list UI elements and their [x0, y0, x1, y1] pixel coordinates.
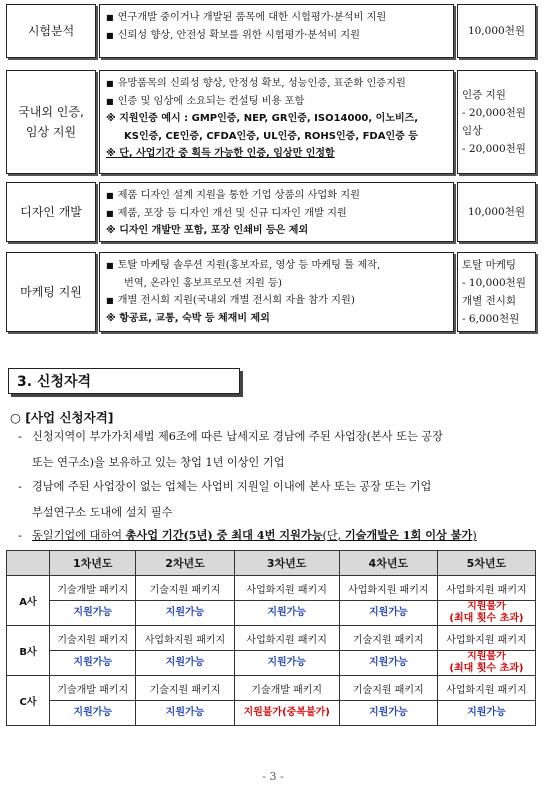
page-number: - 3 - [262, 770, 284, 783]
package-cell: 기술개발 패키지 [234, 676, 339, 701]
support-row-marketing [6, 252, 536, 332]
table-header-cell [7, 551, 50, 576]
support-amount: 인증 지원 - 20,000천원 임상 - 20,000천원 [457, 70, 536, 174]
table-header-cell: 2차년도 [136, 551, 234, 576]
eligibility-item-1: - 신청지역이 부가가치세법 제6조에 따른 납세지로 경남에 주된 사업장(본사 또는 공장 또는 연구소)을 보유하고 있는 창업 1년 이상인 기업 [18, 430, 443, 469]
status-cell: 지원가능 [437, 701, 535, 726]
status-cell: 지원가능 [234, 651, 339, 676]
table-row [7, 701, 536, 726]
status-cell: 지원가능 [50, 701, 136, 726]
package-cell: 기술지원 패키지 [136, 676, 234, 701]
table-row [7, 626, 536, 651]
status-cell: 지원가능 [234, 601, 339, 626]
eligibility-item-3: - 동일기업에 대하여 총사업 기간(5년) 중 최대 4번 지원가능(단, 기술개발은 1회 이상 불가) [18, 528, 477, 542]
table-header-cell: 1차년도 [50, 551, 136, 576]
table-row [7, 651, 536, 676]
table-row [7, 676, 536, 701]
package-cell: 기술지원 패키지 [136, 576, 234, 601]
status-cell: 지원불가 (최대 횟수 초과) [437, 651, 535, 676]
package-cell: 사업화지원 패키지 [437, 676, 535, 701]
status-cell: 지원가능 [50, 651, 136, 676]
status-cell: 지원가능 [136, 651, 234, 676]
support-amount: 10,000천원 [457, 4, 536, 58]
company-label: A사 [7, 576, 50, 626]
eligibility-item-2: - 경남에 주된 사업장이 없는 업체는 사업비 지원일 이내에 본사 또는 공장 또는 기업 부설연구소 도내에 설치 필수 [18, 480, 432, 519]
package-cell: 기술지원 패키지 [339, 676, 437, 701]
support-row-certification [6, 70, 536, 174]
support-name: 시험분석 [6, 4, 96, 58]
support-description: ■ 유망품목의 신뢰성 향상, 안정성 확보, 성능인증, 표준화 인증지원 ■ 인증 및 임상에 소요되는 컨설팅 비용 포함 ※ 지원인증 예시 : GMP인증, NEP, GR인증, ISO14000, 이노비즈, KS인증, CE인증, CFDA인증, UL인증, ROHS인증, FDA인증 등 ※ 단, 사업기간 중 획득 가능한 인증, 임상만 인정함 [99, 70, 454, 174]
section-title: 3. 신청자격 [8, 368, 240, 394]
status-cell: 지원가능 [50, 601, 136, 626]
support-row-test-analysis [6, 4, 536, 58]
company-label: C사 [7, 676, 50, 726]
support-description: ■ 토탈 마케팅 솔루션 지원(홍보자료, 영상 등 마케팅 툴 제작, 번역, 온라인 홍보프로모션 지원 등) ■ 개별 전시회 지원(국내외 개별 전시회 자율 참가 지원) ※ 항공료, 교통, 숙박 등 체재비 제외 [99, 252, 454, 332]
table-header-row [7, 551, 536, 576]
package-cell: 사업화지원 패키지 [234, 626, 339, 651]
table-header-cell: 3차년도 [234, 551, 339, 576]
package-cell: 사업화지원 패키지 [234, 576, 339, 601]
table-header-cell: 5차년도 [437, 551, 535, 576]
support-name: 국내외 인증, 임상 지원 [6, 70, 96, 174]
status-cell: 지원가능 [339, 651, 437, 676]
support-name: 디자인 개발 [6, 182, 96, 242]
status-cell: 지원가능 [339, 701, 437, 726]
package-cell: 사업화지원 패키지 [339, 576, 437, 601]
package-cell: 사업화지원 패키지 [437, 576, 535, 601]
status-cell: 지원가능 [136, 601, 234, 626]
support-amount: 10,000천원 [457, 182, 536, 242]
status-cell: 지원불가(중복불가) [234, 701, 339, 726]
table-row [7, 601, 536, 626]
package-cell: 사업화지원 패키지 [437, 626, 535, 651]
table-row [7, 576, 536, 601]
support-description: ■ 연구개발 중이거나 개발된 품목에 대한 시험평가·분석비 지원 ■ 신뢰성 향상, 안전성 확보를 위한 시험평가·분석비 지원 [99, 4, 454, 58]
status-cell: 지원불가 (최대 횟수 초과) [437, 601, 535, 626]
subsection-title: ○ [사업 신청자격] [10, 410, 114, 425]
support-row-design [6, 182, 536, 242]
status-cell: 지원가능 [136, 701, 234, 726]
package-cell: 기술개발 패키지 [50, 576, 136, 601]
support-schedule-table [6, 550, 536, 726]
package-cell: 기술지원 패키지 [50, 626, 136, 651]
table-header-cell: 4차년도 [339, 551, 437, 576]
package-cell: 기술개발 패키지 [50, 676, 136, 701]
support-name: 마케팅 지원 [6, 252, 96, 332]
support-amount: 토탈 마케팅 - 10,000천원 개별 전시회 - 6,000천원 [457, 252, 536, 332]
package-cell: 기술지원 패키지 [339, 626, 437, 651]
support-description: ■ 제품 디자인 설계 지원을 통한 기업 상품의 사업화 지원 ■ 제품, 포장 등 디자인 개선 및 신규 디자인 개발 지원 ※ 디자인 개발만 포함, 포장 인쇄비 등은 제외 [99, 182, 454, 242]
package-cell: 사업화지원 패키지 [136, 626, 234, 651]
company-label: B사 [7, 626, 50, 676]
status-cell: 지원가능 [339, 601, 437, 626]
